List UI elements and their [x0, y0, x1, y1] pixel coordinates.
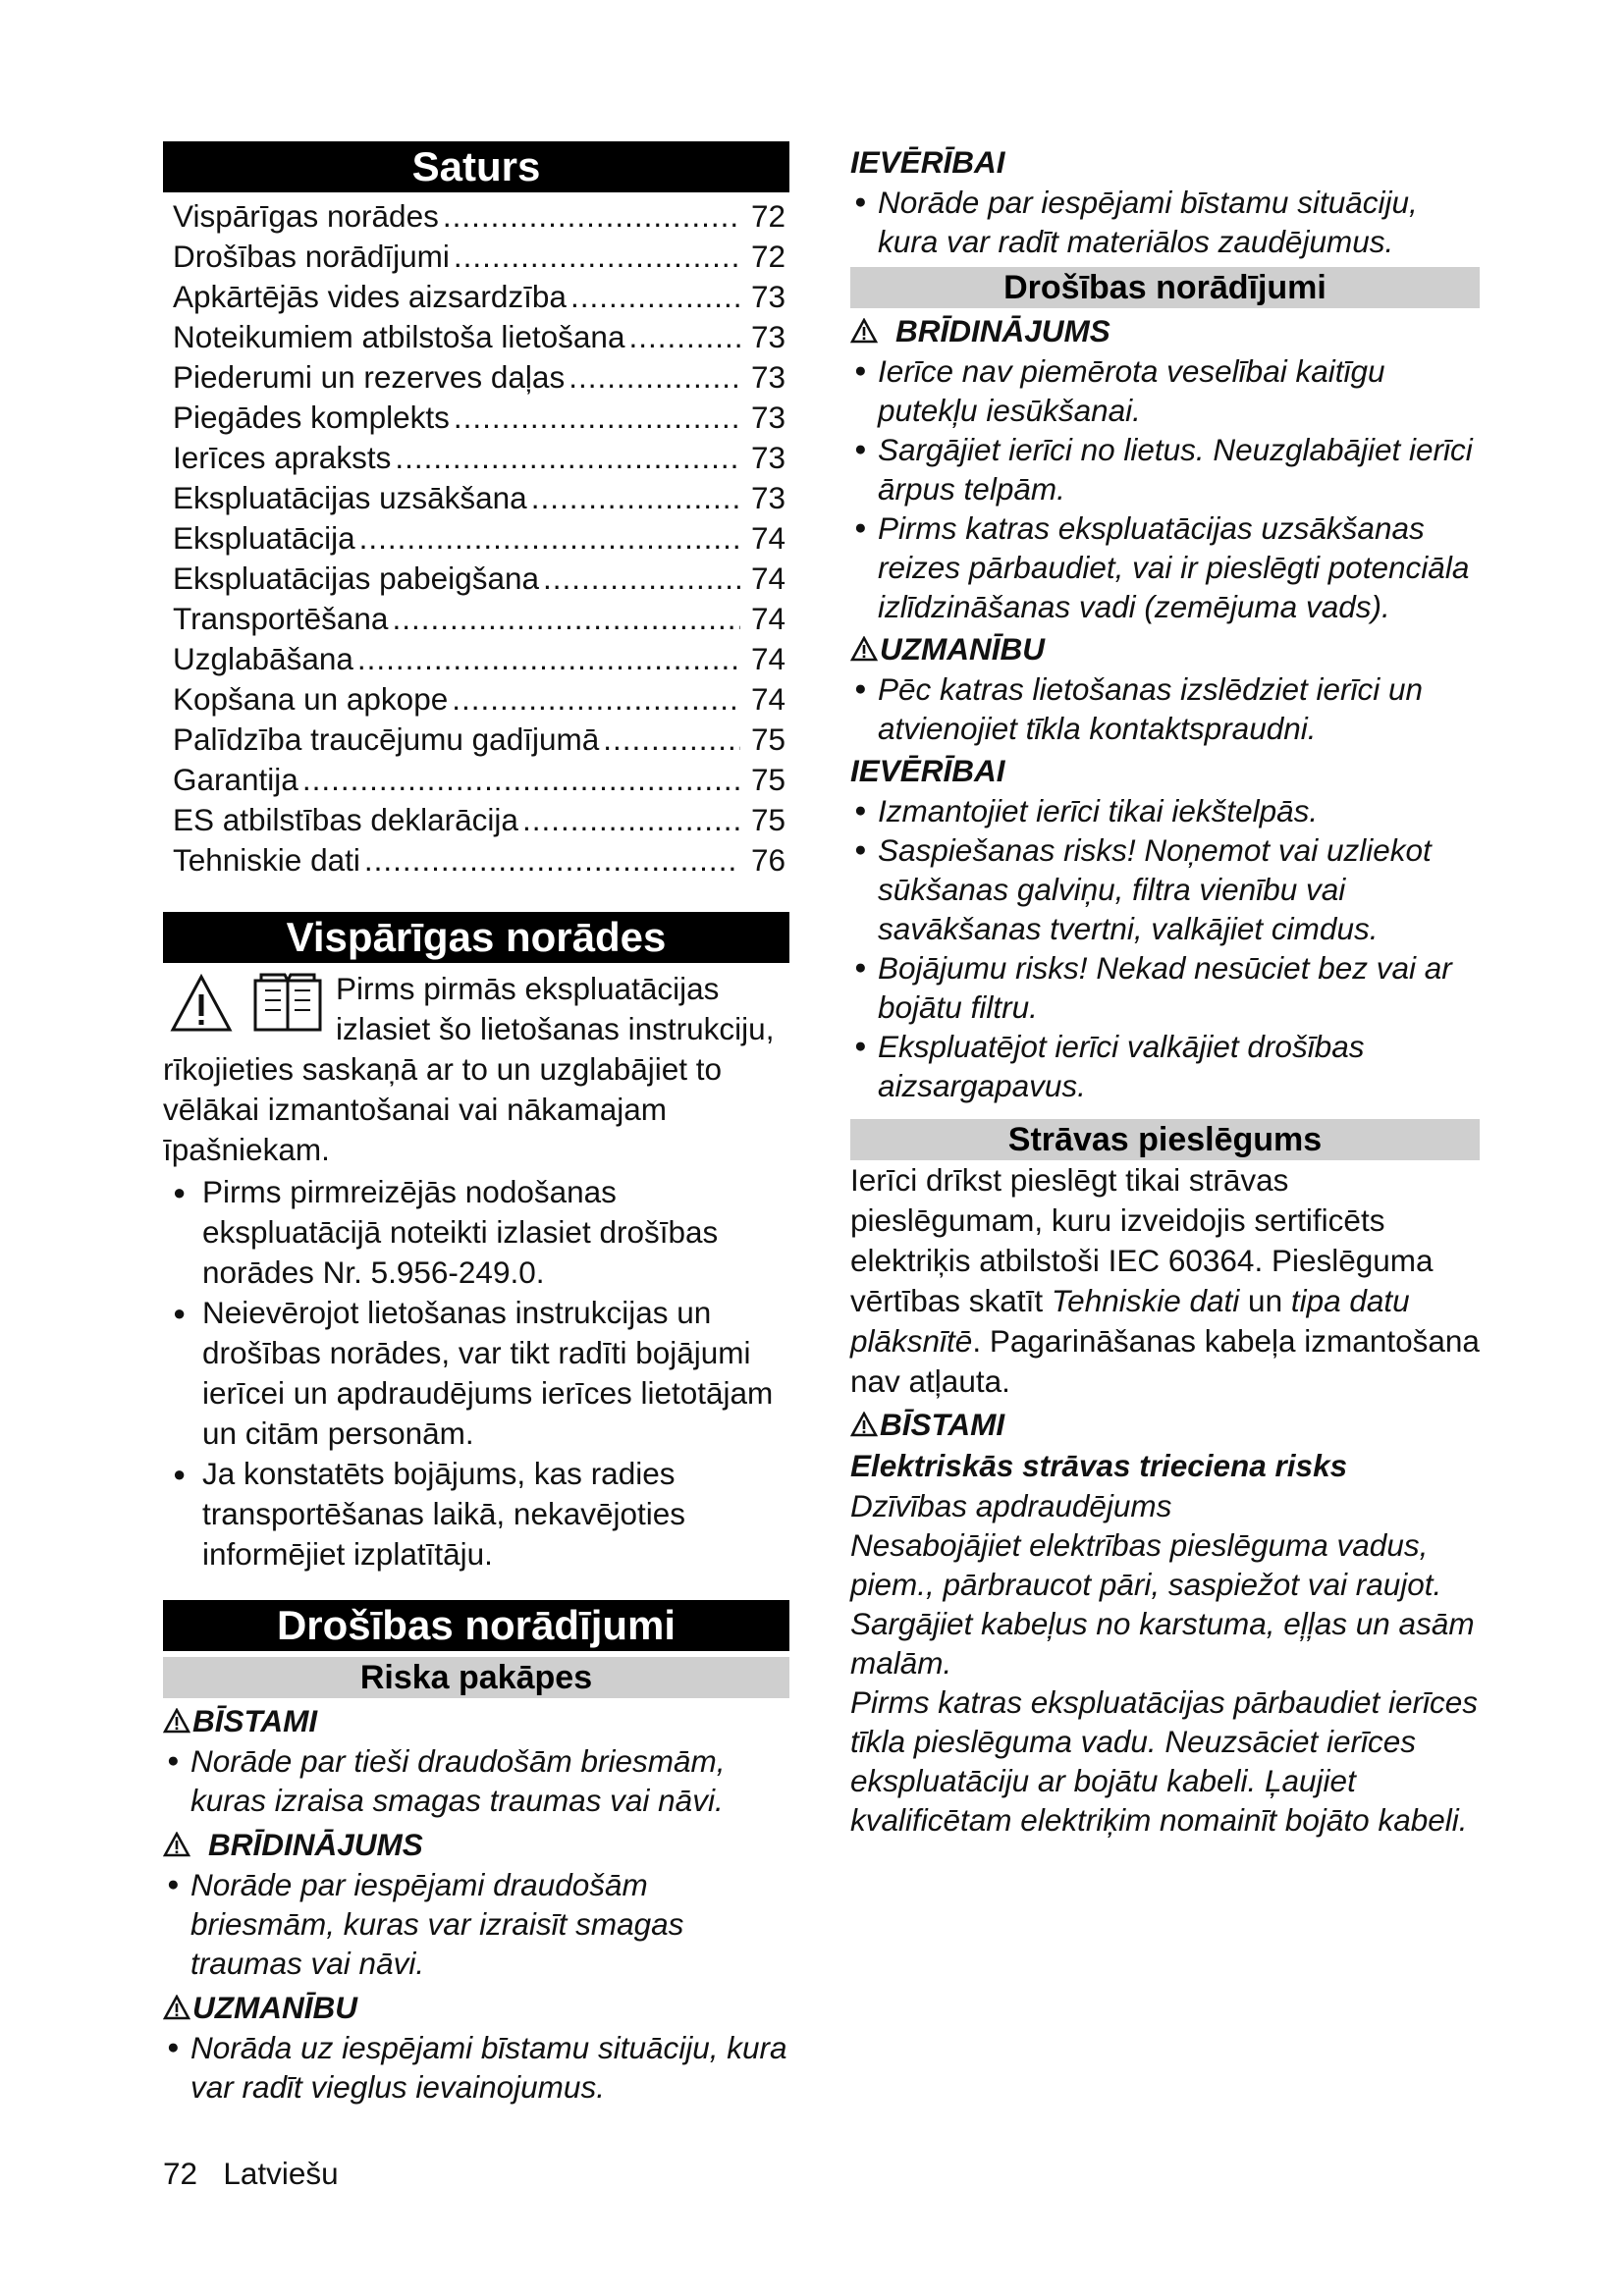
toc-entry[interactable]: Tehniskie dati ..... 76	[173, 840, 789, 881]
warning-icon	[163, 1708, 190, 1734]
warning-icon	[850, 318, 878, 344]
page-number: 72	[163, 2156, 198, 2191]
intro-block	[163, 969, 789, 1170]
danger-line: Dzīvības apdraudējums	[850, 1488, 1172, 1523]
danger-paragraph: Pirms katras ekspluatācijas pārbaudiet ierīces tīkla pieslēguma vadu. Neuzsāciet ierīces ekspluatāciju ar bojātu kabeli. Ļaujiet kvalificētam elektriķim nomainīt bojāto kabeli.	[850, 1684, 1479, 1838]
footer-language: Latviešu	[223, 2156, 339, 2191]
warning-icon	[850, 1412, 878, 1437]
toc-title: Saturs	[163, 141, 789, 192]
toc-entry[interactable]: Palīdzība traucējumu gadījumā ..... 75	[173, 720, 789, 760]
warning-icon	[169, 973, 234, 1034]
power-text: Ierīci drīkst pieslēgt tikai strāvas pieslēgumam, kuru izveidojis sertificēts elektriķis atbilstoši IEC 60364. Pieslēguma vērtības skatīt Tehniskie dati un tipa datu plāksnītē. Pagarināšanas kabeļa izmantošana nav atļauta.	[850, 1162, 1480, 1399]
general-notes-list	[163, 1172, 789, 1575]
right-column	[850, 141, 1480, 1840]
danger-subheading: Elektriskās strāvas trieciena risks	[850, 1448, 1348, 1483]
list-item: ● Neievērojot lietošanas instrukcijas un drošības norādes, var tikt radīti bojājumi ierīcei un apdraudējums ierīces lietotājam un citām personām.	[163, 1293, 789, 1454]
warning-icon	[850, 636, 878, 662]
toc-entry[interactable]: Garantija ..... 75	[173, 760, 789, 800]
table-of-contents	[163, 192, 789, 881]
list-item: ● Ja konstatēts bojājums, kas radies transportēšanas laikā, nekavējoties informējiet izplatītāju.	[163, 1454, 789, 1575]
page-footer	[163, 2156, 339, 2192]
toc-entry[interactable]: Piederumi un rezerves daļas ..... 73	[173, 357, 789, 398]
intro-text: Pirms pirmās ekspluatācijas izlasiet šo lietošanas instrukciju, rīkojieties saskaņā ar to un uzglabājiet to vēlākai izmantošanai vai nākamajam īpašniekam.	[163, 971, 775, 1167]
toc-entry[interactable]: Transportēšana ..... 74	[173, 599, 789, 639]
toc-entry[interactable]: Drošības norādījumi ..... 72	[173, 237, 789, 277]
warning-list	[850, 351, 1480, 626]
warning-list	[163, 1865, 789, 1983]
list-item: ● Norāde par iespējami draudošām briesmām, kuras var izraisīt smagas traumas vai nāvi.	[163, 1865, 789, 1983]
warning-icon	[163, 1832, 190, 1857]
toc-entry[interactable]: Noteikumiem atbilstoša lietošana ..... 73	[173, 317, 789, 357]
warning-icon	[163, 1995, 190, 2020]
manual-book-icon	[251, 971, 324, 1036]
danger-label: BĪSTAMI	[850, 1404, 1480, 1445]
danger-label: BĪSTAMI	[163, 1700, 789, 1741]
notice-label: IEVĒRĪBAI	[850, 753, 1005, 788]
caution-label: UZMANĪBU	[163, 1987, 789, 2028]
notice-list	[850, 183, 1480, 261]
toc-entry[interactable]: ES atbilstības deklarācija ..... 75	[173, 800, 789, 840]
list-item: ● Sargājiet ierīci no lietus. Neuzglabājiet ierīci ārpus telpām.	[850, 430, 1480, 508]
warning-label: BRĪDINĀJUMS	[850, 310, 1480, 351]
caution-list	[163, 2028, 789, 2107]
toc-entry[interactable]: Ekspluatācija ..... 74	[173, 518, 789, 559]
toc-entry[interactable]: Ekspluatācijas pabeigšana ..... 74	[173, 559, 789, 599]
list-item: ● Saspiešanas risks! Noņemot vai uzliekot sūkšanas galviņu, filtra vienību vai savākšanas tvertni, valkājiet cimdus.	[850, 830, 1480, 948]
intro-icons	[163, 969, 336, 1049]
toc-entry[interactable]: Kopšana un apkope ..... 74	[173, 679, 789, 720]
list-item: ● Norāde par tieši draudošām briesmām, kuras izraisa smagas traumas vai nāvi.	[163, 1741, 789, 1820]
notice-label: IEVĒRĪBAI	[850, 144, 1005, 180]
warning-label: BRĪDINĀJUMS	[163, 1824, 789, 1865]
left-column	[163, 141, 789, 2107]
caution-list	[850, 669, 1480, 748]
toc-entry[interactable]: Uzglabāšana ..... 74	[173, 639, 789, 679]
power-connection-heading: Strāvas pieslēgums	[850, 1119, 1480, 1160]
toc-entry[interactable]: Ierīces apraksts ..... 73	[173, 438, 789, 478]
list-item: ● Pirms katras ekspluatācijas uzsākšanas reizes pārbaudiet, vai ir pieslēgti potenciāla izlīdzināšanas vadi (zemējuma vads).	[850, 508, 1480, 626]
list-item: ● Norāda uz iespējami bīstamu situāciju, kura var radīt vieglus ievainojumus.	[163, 2028, 789, 2107]
general-notes-heading: Vispārīgas norādes	[163, 912, 789, 963]
toc-entry[interactable]: Piegādes komplekts ..... 73	[173, 398, 789, 438]
list-item: ● Bojājumu risks! Nekad nesūciet bez vai ar bojātu filtru.	[850, 948, 1480, 1027]
list-item: ● Pēc katras lietošanas izslēdziet ierīci un atvienojiet tīkla kontaktspraudni.	[850, 669, 1480, 748]
risk-levels-heading: Riska pakāpes	[163, 1657, 789, 1698]
caution-label: UZMANĪBU	[850, 628, 1480, 669]
list-item: ● Pirms pirmreizējās nodošanas ekspluatācijā noteikti izlasiet drošības norādes Nr. 5.956-249.0.	[163, 1172, 789, 1293]
list-item: ● Norāde par iespējami bīstamu situāciju, kura var radīt materiālos zaudējumus.	[850, 183, 1480, 261]
notice-list	[850, 791, 1480, 1105]
danger-list	[163, 1741, 789, 1820]
list-item: ● Ierīce nav piemērota veselībai kaitīgu putekļu iesūkšanai.	[850, 351, 1480, 430]
toc-entry[interactable]: Ekspluatācijas uzsākšana ..... 73	[173, 478, 789, 518]
danger-paragraph: Nesabojājiet elektrības pieslēguma vadus, piem., pārbraucot pāri, saspiežot vai raujot. Sargājiet kabeļus no karstuma, eļļas un asām malām.	[850, 1527, 1475, 1681]
toc-entry[interactable]: Apkārtējās vides aizsardzība ..... 73	[173, 277, 789, 317]
safety-instructions-heading: Drošības norādījumi	[850, 267, 1480, 308]
list-item: ● Izmantojiet ierīci tikai iekštelpās.	[850, 791, 1480, 830]
toc-entry[interactable]: Vispārīgas norādes ..... 72	[173, 196, 789, 237]
safety-heading: Drošības norādījumi	[163, 1600, 789, 1651]
list-item: ● Ekspluatējot ierīci valkājiet drošības aizsargapavus.	[850, 1027, 1480, 1105]
